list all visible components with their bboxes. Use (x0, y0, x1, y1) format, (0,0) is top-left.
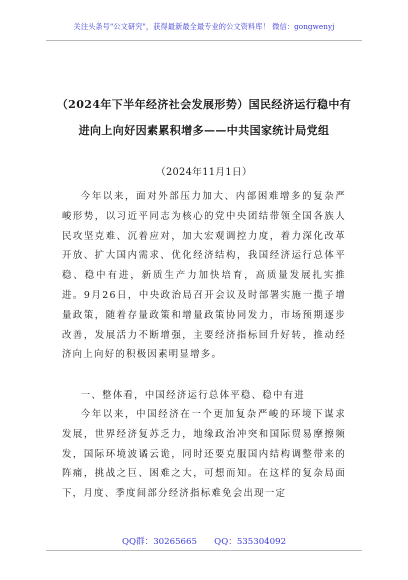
section-heading-1: 一、整体看，中国经济运行总体平稳、稳中有进 (80, 390, 305, 401)
document-title-line-2: 进向上向好因素累积增多——中共国家统计局党组 (78, 124, 330, 137)
footer-divider (46, 550, 362, 551)
body-paragraph-intro: 今年以来，面对外部压力加大、内部困难增多的复杂严峻形势，以习近平同志为核心的党中央团结带领全国各族人民攻坚克难、沉着应对，加大宏观调控力度，着力深化改革开放、扩大国内需求、优化经济结构，我国经济运行总体平稳、稳中有进，新质生产力加快培育，高质量发展扎实推进。9月26日，中央政治局召开会议及时部署实施一揽子增量政策，随着存量政策和增量政策协同发力，市场预期逐步改善，发展活力不断增强，主要经济指标回升好转，推动经济向上向好的积极因素明显增多。 (62, 191, 346, 361)
document-date: （2024年11月1日） (155, 167, 253, 178)
body-paragraph-section-1: 今年以来，中国经济在一个更加复杂严峻的环境下谋求发展，世界经济复苏乏力，地缘政治冲突和国际贸易摩擦频发，国际环境波谲云诡，同时还要克服国内结构调整带来的阵痛，挑战之巨、困难之大，可想而知。在这样的复杂局面下，月度、季度间部分经济指标难免会出现一定 (62, 409, 346, 500)
footer-contacts: QQ群：30265665 QQ：535304092 (121, 537, 287, 547)
header-divider (46, 40, 362, 41)
header-banner: 关注头条号"公文研究"，获得最新最全最专业的公文资料库！ 微信：gongwenyj (73, 22, 335, 31)
document-title-line-1: （2024年下半年经济社会发展形势）国民经济运行稳中有 (56, 98, 352, 111)
